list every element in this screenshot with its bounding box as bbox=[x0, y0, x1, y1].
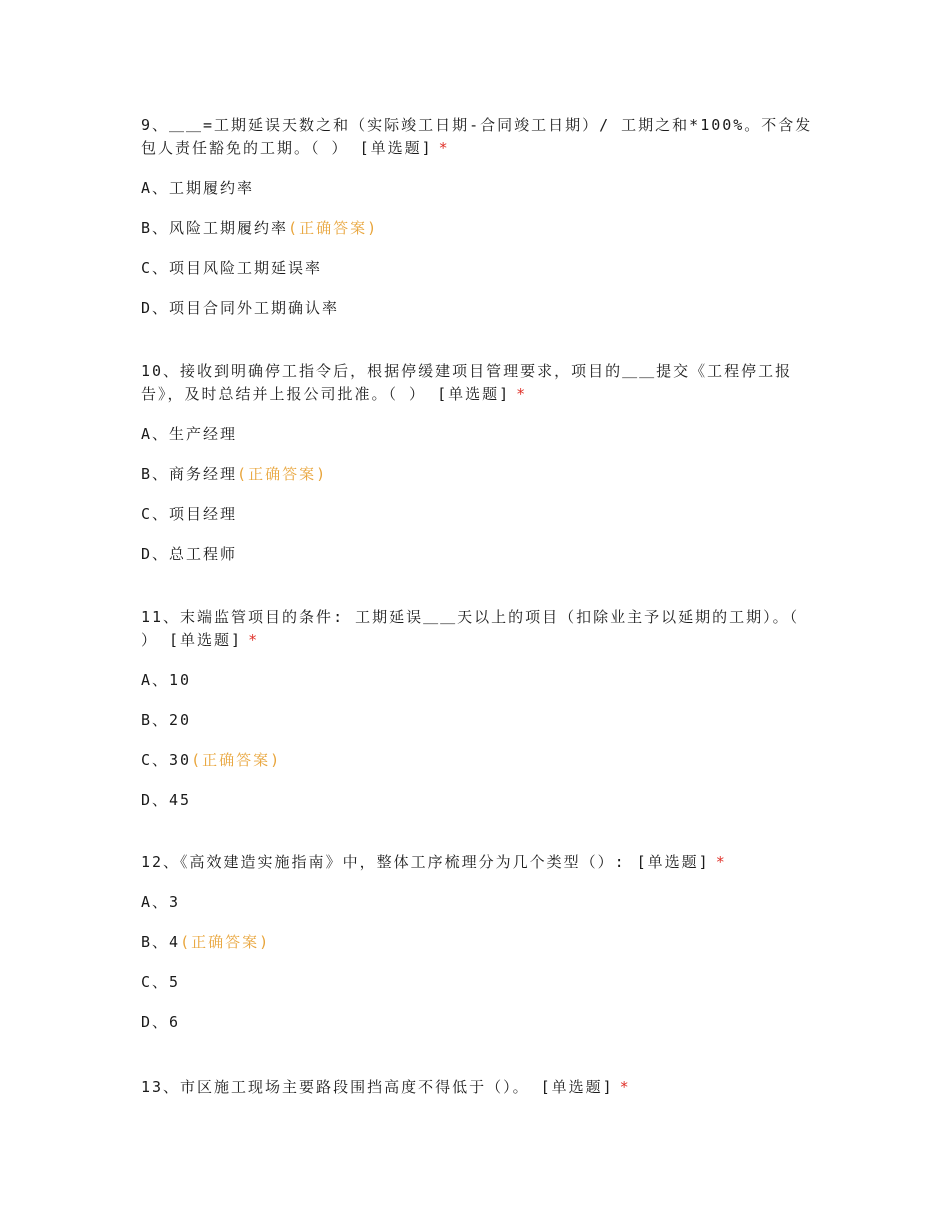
option-b[interactable] bbox=[141, 217, 821, 240]
option-text: D、项目合同外工期确认率 bbox=[141, 299, 340, 317]
question-text: 12、《高效建造实施指南》中，整体工序梳理分为几个类型（）: [单选题] bbox=[141, 853, 710, 871]
question-title bbox=[141, 360, 821, 406]
correct-answer-label: (正确答案) bbox=[191, 751, 282, 769]
option-text: C、项目经理 bbox=[141, 505, 238, 523]
option-text: A、生产经理 bbox=[141, 425, 238, 443]
question-title bbox=[141, 851, 821, 874]
question-text: 9、＿＿=工期延误天数之和（实际竣工日期-合同竣工日期）/ 工期之和*100%。不含发包人责任豁免的工期。（ ） [单选题] bbox=[141, 116, 813, 157]
option-a[interactable] bbox=[141, 423, 821, 446]
option-b[interactable] bbox=[141, 931, 821, 954]
option-b[interactable] bbox=[141, 709, 821, 732]
question-text: 11、末端监管项目的条件: 工期延误＿＿天以上的项目（扣除业主予以延期的工期）。（ ） [单选题] bbox=[141, 608, 800, 649]
question-10 bbox=[141, 360, 821, 566]
question-title bbox=[141, 114, 821, 160]
option-text: B、商务经理 bbox=[141, 465, 238, 483]
option-d[interactable] bbox=[141, 789, 821, 812]
question-title bbox=[141, 606, 821, 652]
question-11 bbox=[141, 606, 821, 812]
option-c[interactable] bbox=[141, 971, 821, 994]
option-text: B、4 bbox=[141, 933, 181, 951]
option-text: D、45 bbox=[141, 791, 192, 809]
question-text: 10、接收到明确停工指令后，根据停缓建项目管理要求，项目的＿＿提交《工程停工报告》，及时总结并上报公司批准。（ ） [单选题] bbox=[141, 362, 793, 403]
option-a[interactable] bbox=[141, 891, 821, 914]
correct-answer-label: (正确答案) bbox=[180, 933, 271, 951]
question-9 bbox=[141, 114, 821, 320]
required-mark: * bbox=[619, 1078, 631, 1096]
required-mark: * bbox=[715, 853, 727, 871]
option-c[interactable] bbox=[141, 257, 821, 280]
question-text: 13、市区施工现场主要路段围挡高度不得低于（）。 [单选题] bbox=[141, 1078, 614, 1096]
option-d[interactable] bbox=[141, 297, 821, 320]
option-a[interactable] bbox=[141, 177, 821, 200]
option-d[interactable] bbox=[141, 543, 821, 566]
option-c[interactable] bbox=[141, 749, 821, 772]
option-text: D、6 bbox=[141, 1013, 181, 1031]
required-mark: * bbox=[438, 139, 450, 157]
question-title bbox=[141, 1076, 821, 1099]
correct-answer-label: (正确答案) bbox=[237, 465, 328, 483]
option-text: D、总工程师 bbox=[141, 545, 238, 563]
question-12 bbox=[141, 851, 821, 1034]
option-text: C、30 bbox=[141, 751, 192, 769]
option-text: A、10 bbox=[141, 671, 192, 689]
question-13 bbox=[141, 1076, 821, 1099]
correct-answer-label: (正确答案) bbox=[288, 219, 379, 237]
option-a[interactable] bbox=[141, 669, 821, 692]
option-text: C、5 bbox=[141, 973, 181, 991]
option-c[interactable] bbox=[141, 503, 821, 526]
option-text: A、工期履约率 bbox=[141, 179, 255, 197]
option-text: C、项目风险工期延误率 bbox=[141, 259, 323, 277]
required-mark: * bbox=[248, 631, 260, 649]
option-b[interactable] bbox=[141, 463, 821, 486]
option-d[interactable] bbox=[141, 1011, 821, 1034]
option-text: B、20 bbox=[141, 711, 192, 729]
option-text: A、3 bbox=[141, 893, 181, 911]
required-mark: * bbox=[516, 385, 528, 403]
option-text: B、风险工期履约率 bbox=[141, 219, 289, 237]
